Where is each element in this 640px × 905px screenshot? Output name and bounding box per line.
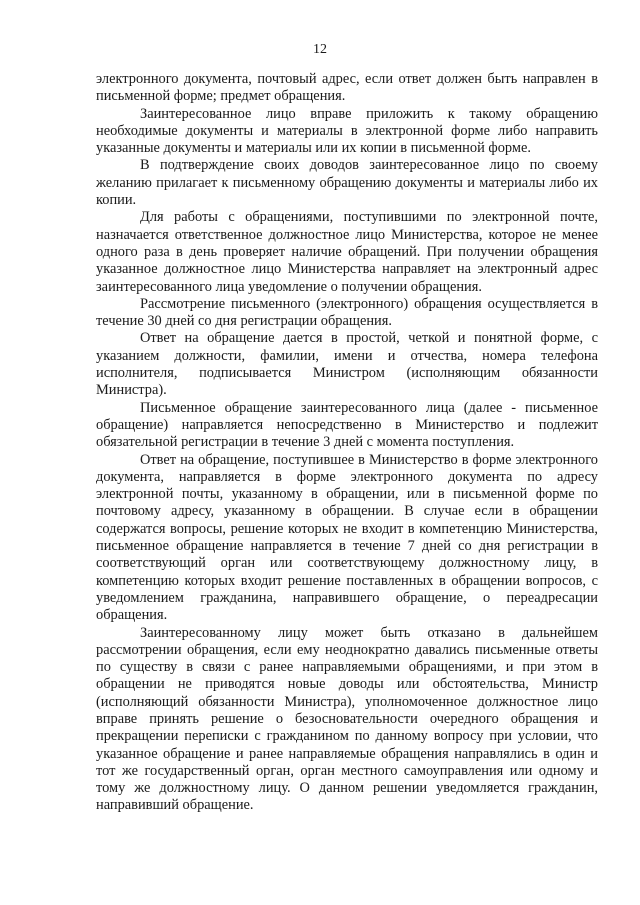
paragraph-supporting-documents: В подтверждение своих доводов заинтересованное лицо по своему желанию прилагает к письменному обращению документы и материалы либо их копии. <box>96 157 598 209</box>
paragraph-response-form: Ответ на обращение дается в простой, четкой и понятной форме, с указанием должности, фамилии, имени и отчества, номера телефона исполнителя, подписывается Министром (исполняющим обязанности Министра). <box>96 330 598 399</box>
paragraph-address-and-subject: электронного документа, почтовый адрес, если ответ должен быть направлен в письменной форме; предмет обращения. <box>96 71 598 105</box>
page-number: 12 <box>313 42 327 57</box>
paragraph-electronic-response: Ответ на обращение, поступившее в Министерство в форме электронного документа, направляется в форме электронного документа по адресу электронной почты, указанному в обращении, или в письменной форме по почтовому адресу, указанному в обращении. В случае если в обращении содержатся вопросы, решение которых не входит в компетенцию Министерства, письменное обращение направляется в течение 7 дней со дня регистрации в соответствующий орган или соответствующему должностному лицу, в компетенцию которых входит решение поставленных в обращении вопросов, с уведомлением гражданина, направившего обращение, о переадресации обращения. <box>96 451 598 624</box>
paragraph-email-handling: Для работы с обращениями, поступившими по электронной почте, назначается ответственное должностное лицо Министерства, которое не менее одного раза в день проверяет наличие обращений. При получении обращения указанное должностное лицо Министерства направляет на электронный адрес заинтересованного лица уведомление о получении обращения. <box>96 209 598 295</box>
paragraph-refusal-conditions: Заинтересованному лицу может быть отказано в дальнейшем рассмотрении обращения, если ему неоднократно давались письменные ответы по существу в связи с ранее направляемыми обращениями, и при этом в обращении не приводятся новые доводы или обстоятельства, Министр (исполняющий обязанности Министра), уполномоченное должностное лицо вправе принять решение о безосновательности очередного обращения и прекращении переписки с гражданином по данному вопросу при условии, что указанное обращение и ранее направляемые обращения направлялись в один и тот же государственный орган, орган местного самоуправления или одному и тому же должностному лицу. О данном решении уведомляется гражданин, направивший обращение. <box>96 624 598 814</box>
document-body <box>96 71 598 815</box>
paragraph-written-registration: Письменное обращение заинтересованного лица (далее - письменное обращение) направляется непосредственно в Министерство и подлежит обязательной регистрации в течение 3 дней с момента поступления. <box>96 399 598 451</box>
paragraph-review-period: Рассмотрение письменного (электронного) обращения осуществляется в течение 30 дней со дня регистрации обращения. <box>96 295 598 330</box>
paragraph-attachments-right: Заинтересованное лицо вправе приложить к такому обращению необходимые документы и материалы в электронной форме либо направить указанные документы и материалы или их копии в письменной форме. <box>96 105 598 157</box>
